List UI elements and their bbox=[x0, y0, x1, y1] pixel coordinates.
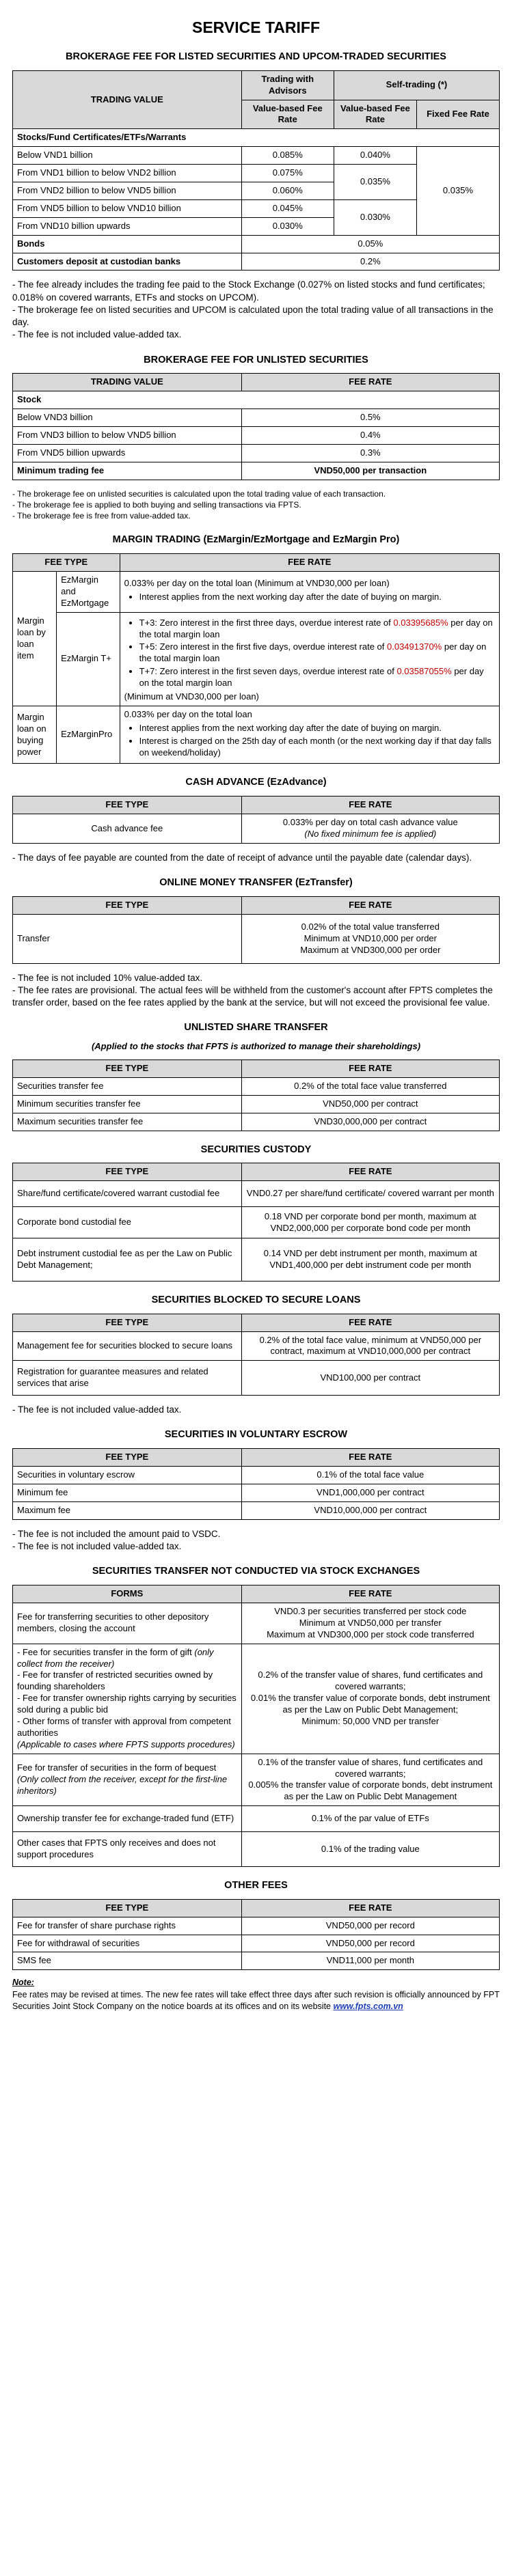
section-title-escrow: SECURITIES IN VOLUNTARY ESCROW bbox=[164, 1429, 348, 1441]
col-fee-rate: FEE RATE bbox=[241, 374, 499, 391]
unlisted-transfer-table bbox=[12, 1060, 500, 1131]
note: - The fee rates are provisional. The actual fees will be withheld from the customer's account after FPTS completes the transfer order, based on the fee rates applied by the bank at the service, but will not exceed the provisional fee value. bbox=[12, 984, 493, 1008]
section-title-unlisted-transfer: UNLISTED SHARE TRANSFER bbox=[184, 1022, 328, 1034]
col-fee-type: FEE TYPE bbox=[13, 1060, 242, 1078]
brokerage-unlisted-notes bbox=[12, 488, 500, 522]
table-row bbox=[13, 612, 500, 706]
col-fee-rate: FEE RATE bbox=[241, 1585, 499, 1603]
row-label: Debt instrument custodial fee as per the Law on Public Debt Management; bbox=[13, 1238, 242, 1282]
col-fee-type: FEE TYPE bbox=[13, 897, 242, 915]
col-fee-rate: FEE RATE bbox=[241, 1314, 499, 1331]
col-fee-type: FEE TYPE bbox=[13, 1899, 242, 1917]
note: - The brokerage fee on unlisted securities is calculated upon the total trading value of each transaction. bbox=[12, 488, 386, 499]
section-title-margin: MARGIN TRADING (EzMargin/EzMortgage and EzMargin Pro) bbox=[112, 534, 400, 546]
row-value: 0.18 VND per corporate bond per month, maximum at VND2,000,000 per corporate bond code per month bbox=[241, 1207, 499, 1238]
row-label: From VND3 billion to below VND5 billion bbox=[13, 427, 242, 445]
self-rate: 0.035% bbox=[334, 165, 416, 200]
escrow-table bbox=[12, 1448, 500, 1520]
col-fee-rate: FEE RATE bbox=[241, 797, 499, 814]
row-value: VND50,000 per contract bbox=[241, 1095, 499, 1113]
col-advisors: Trading with Advisors bbox=[241, 70, 334, 100]
col-fixed: Fixed Fee Rate bbox=[416, 100, 499, 129]
table-row bbox=[13, 572, 500, 613]
cash-advance-rate: 0.033% per day on total cash advance value bbox=[282, 817, 458, 828]
section-title-money-transfer: ONLINE MONEY TRANSFER (EzTransfer) bbox=[159, 877, 353, 889]
transfer-label: Transfer bbox=[13, 914, 242, 963]
table-row bbox=[13, 235, 500, 253]
note: - The fee is not included the amount paid to VSDC. bbox=[12, 1528, 221, 1539]
col-fee-type: FEE TYPE bbox=[13, 1314, 242, 1331]
table-row bbox=[13, 1077, 500, 1095]
table-row bbox=[13, 1644, 500, 1754]
group-stocks: Stocks/Fund Certificates/ETFs/Warrants bbox=[13, 129, 500, 147]
row-value: VND10,000,000 per contract bbox=[241, 1501, 499, 1519]
table-row bbox=[13, 462, 500, 480]
row-label: Management fee for securities blocked to secure loans bbox=[13, 1331, 242, 1361]
ezmargin-t-rate-cell bbox=[120, 612, 499, 706]
footer-note bbox=[12, 1977, 500, 2013]
row-label: SMS fee bbox=[13, 1952, 242, 1970]
other-fees-table bbox=[12, 1899, 500, 1971]
brokerage-listed-table bbox=[12, 70, 500, 271]
table-row bbox=[13, 914, 500, 963]
row-label: From VND10 billion upwards bbox=[13, 217, 242, 235]
ezmarginpro-label: EzMarginPro bbox=[57, 706, 120, 764]
note: - The brokerage fee on listed securities and UPCOM is calculated upon the total trading value of all transactions in the day. bbox=[12, 304, 494, 328]
row-value: 0.3% bbox=[241, 444, 499, 462]
page-title: SERVICE TARIFF bbox=[192, 18, 320, 36]
ezmarginpro-rate: 0.033% per day on the total loan bbox=[124, 708, 252, 719]
table-row bbox=[13, 427, 500, 445]
escrow-notes bbox=[12, 1528, 500, 1553]
ezt-minimum: (Minimum at VND30,000 per loan) bbox=[124, 691, 259, 702]
note: - The fee is not included value-added tax. bbox=[12, 1541, 182, 1551]
table-row bbox=[13, 1935, 500, 1952]
row-value: 0.2% of the total face value transferred bbox=[241, 1077, 499, 1095]
col-fee-rate: FEE RATE bbox=[241, 897, 499, 915]
table-row bbox=[13, 1181, 500, 1207]
col-advisor-value-based: Value-based Fee Rate bbox=[241, 100, 334, 129]
row-value: 0.2% of the transfer value of shares, fund certificates and covered warrants; 0.01% the transfer value of corporate bonds, debt instrument as per the Law on Public Debt Management; Minimum: 50,000 VND per transfer bbox=[241, 1644, 499, 1754]
section-title-brokerage-unlisted: BROKERAGE FEE FOR UNLISTED SECURITIES bbox=[144, 354, 368, 365]
row-value: 0.2% of the total face value, minimum at VND50,000 per contract, maximum at VND10,000,000 per contract bbox=[241, 1331, 499, 1361]
cash-advance-table bbox=[12, 796, 500, 844]
row-value: 0.4% bbox=[241, 427, 499, 445]
cash-advance-rate-note: (No fixed minimum fee is applied) bbox=[304, 829, 437, 840]
section-subtitle-unlisted-transfer: (Applied to the stocks that FPTS is authorized to manage their shareholdings) bbox=[91, 1041, 421, 1052]
col-fee-type: FEE TYPE bbox=[13, 797, 242, 814]
table-row bbox=[13, 253, 500, 271]
row-value: VND50,000 per record bbox=[241, 1935, 499, 1952]
note: - The brokerage fee is free from value-added tax. bbox=[12, 511, 191, 521]
cash-advance-rate-cell bbox=[241, 814, 499, 844]
table-row bbox=[13, 1603, 500, 1644]
row-value: VND50,000 per record bbox=[241, 1917, 499, 1935]
table-row bbox=[13, 444, 500, 462]
col-trading-value: TRADING VALUE bbox=[13, 374, 242, 391]
row-value: VND30,000,000 per contract bbox=[241, 1113, 499, 1131]
ezt-bullet-t3: • T+3: Zero interest in the first three days, overdue interest rate of 0.03395685% per day on the total margin loan bbox=[139, 618, 495, 641]
row-label: Maximum fee bbox=[13, 1501, 242, 1519]
note: - The fee already includes the trading fee paid to the Stock Exchange (0.027% on listed stocks and fund certificates; 0.018% on covered warrants, ETFs and stocks on UPCOM). bbox=[12, 279, 485, 303]
row-label: - Fee for securities transfer in the form of gift (only collect from the receiver) - Fee for transfer of restricted securities owned by founding shareholders - Fee for transfer ownership rights carrying by securities sold during a public bid - Other forms of transfer with approval from competent authorities (Applicable to cases where FPTS supports procedures) bbox=[13, 1644, 242, 1754]
self-rate: 0.030% bbox=[334, 199, 416, 235]
row-label: Securities in voluntary escrow bbox=[13, 1467, 242, 1484]
table-row bbox=[13, 1361, 500, 1396]
row-label: Minimum fee bbox=[13, 1484, 242, 1502]
row-label: Minimum securities transfer fee bbox=[13, 1095, 242, 1113]
col-fee-rate: FEE RATE bbox=[241, 1449, 499, 1467]
table-row bbox=[13, 1113, 500, 1131]
bonds-rate: 0.05% bbox=[241, 235, 499, 253]
row-label: Securities transfer fee bbox=[13, 1077, 242, 1095]
loan-item-label: Margin loan by loan item bbox=[13, 572, 57, 706]
transfer-rate-line: 0.02% of the total value transferred bbox=[301, 921, 440, 932]
table-row bbox=[13, 1095, 500, 1113]
row-value: 0.1% of the total face value bbox=[241, 1467, 499, 1484]
pro-bullet-1: • Interest applies from the next working day after the date of buying on margin. bbox=[139, 723, 495, 734]
row-label: Fee for transferring securities to other depository members, closing the account bbox=[13, 1603, 242, 1644]
table-row bbox=[13, 1331, 500, 1361]
col-fee-type: FEE TYPE bbox=[13, 1163, 242, 1181]
row-value: VND11,000 per month bbox=[241, 1952, 499, 1970]
col-fee-rate: FEE RATE bbox=[241, 1163, 499, 1181]
section-title-cash-advance: CASH ADVANCE (EzAdvance) bbox=[185, 777, 327, 788]
table-row bbox=[13, 1467, 500, 1484]
row-label: Other cases that FPTS only receives and does not support procedures bbox=[13, 1832, 242, 1867]
table-row bbox=[13, 1754, 500, 1806]
min-fee-label: Minimum trading fee bbox=[13, 462, 242, 480]
min-fee-value: VND50,000 per transaction bbox=[241, 462, 499, 480]
cash-advance-notes bbox=[12, 852, 500, 864]
col-fee-type: FEE TYPE bbox=[13, 1449, 242, 1467]
footer-note-label: Note: bbox=[12, 1978, 34, 1988]
col-fee-type: FEE TYPE bbox=[13, 554, 120, 572]
ezmargin-bullet: • Interest applies from the next working day after the date of buying on margin. bbox=[139, 592, 495, 603]
website-link[interactable]: www.fpts.com.vn bbox=[333, 2002, 403, 2012]
note: - The fee is not included value-added tax. bbox=[12, 329, 182, 340]
row-label: Below VND3 billion bbox=[13, 409, 242, 427]
transfer-rate-line: Maximum at VND300,000 per order bbox=[300, 944, 441, 955]
self-rate: 0.040% bbox=[334, 147, 416, 165]
row-label: From VND2 billion to below VND5 billion bbox=[13, 182, 242, 199]
section-title-other: OTHER FEES bbox=[224, 1879, 288, 1891]
table-row bbox=[13, 814, 500, 844]
money-transfer-table bbox=[12, 896, 500, 964]
margin-table bbox=[12, 553, 500, 764]
col-forms: FORMS bbox=[13, 1585, 242, 1603]
advisor-rate: 0.060% bbox=[241, 182, 334, 199]
blocked-notes bbox=[12, 1404, 500, 1416]
col-self-trading: Self-trading (*) bbox=[334, 70, 499, 100]
section-title-not-via-exchange: SECURITIES TRANSFER NOT CONDUCTED VIA STOCK EXCHANGES bbox=[92, 1566, 420, 1577]
row-value: VND1,000,000 per contract bbox=[241, 1484, 499, 1502]
row-label: Maximum securities transfer fee bbox=[13, 1113, 242, 1131]
bonds-label: Bonds bbox=[13, 235, 242, 253]
row-label: Registration for guarantee measures and related services that arise bbox=[13, 1361, 242, 1396]
row-label: Share/fund certificate/covered warrant custodial fee bbox=[13, 1181, 242, 1207]
money-transfer-notes bbox=[12, 972, 500, 1010]
row-value: VND0.3 per securities transferred per stock code Minimum at VND50,000 per transfer Maximum at VND300,000 per stock code transferred bbox=[241, 1603, 499, 1644]
col-fee-rate: FEE RATE bbox=[241, 1060, 499, 1078]
table-row bbox=[13, 1501, 500, 1519]
row-label: From VND5 billion upwards bbox=[13, 444, 242, 462]
blocked-table bbox=[12, 1314, 500, 1396]
col-fee-rate: FEE RATE bbox=[241, 1899, 499, 1917]
buying-power-label: Margin loan on buying power bbox=[13, 706, 57, 764]
advisor-rate: 0.075% bbox=[241, 165, 334, 182]
advisor-rate: 0.085% bbox=[241, 147, 334, 165]
table-row bbox=[13, 1806, 500, 1832]
table-row bbox=[13, 1207, 500, 1238]
col-self-value-based: Value-based Fee Rate bbox=[334, 100, 416, 129]
table-row bbox=[13, 1484, 500, 1502]
row-value: 0.1% of the trading value bbox=[241, 1832, 499, 1867]
fixed-rate: 0.035% bbox=[416, 147, 499, 235]
table-row bbox=[13, 706, 500, 764]
brokerage-unlisted-table bbox=[12, 373, 500, 480]
row-label: Fee for transfer of share purchase rights bbox=[13, 1917, 242, 1935]
transfer-rate-cell bbox=[241, 914, 499, 963]
ezmargin-rate: 0.033% per day on the total loan (Minimum at VND30,000 per loan) bbox=[124, 578, 390, 589]
row-label: Ownership transfer fee for exchange-traded fund (ETF) bbox=[13, 1806, 242, 1832]
ezt-bullet-t5: • T+5: Zero interest in the first five days, overdue interest rate of 0.03491370% per day on the total margin loan bbox=[139, 641, 495, 665]
transfer-rate-line: Minimum at VND10,000 per order bbox=[304, 932, 437, 943]
row-label: Corporate bond custodial fee bbox=[13, 1207, 242, 1238]
note: - The days of fee payable are counted from the date of receipt of advance until the payable date (calendar days). bbox=[12, 852, 472, 863]
row-value: 0.5% bbox=[241, 409, 499, 427]
table-row bbox=[13, 1832, 500, 1867]
row-value: 0.1% of the par value of ETFs bbox=[241, 1806, 499, 1832]
col-fee-rate: FEE RATE bbox=[120, 554, 499, 572]
advisor-rate: 0.030% bbox=[241, 217, 334, 235]
table-row bbox=[13, 1917, 500, 1935]
not-via-exchange-table bbox=[12, 1585, 500, 1867]
custody-table bbox=[12, 1163, 500, 1281]
row-label: Fee for transfer of securities in the form of bequest (Only collect from the receiver, except for the first-line inheritors) bbox=[13, 1754, 242, 1806]
row-value: 0.14 VND per debt instrument per month, maximum at VND1,400,000 per debt instrument code per month bbox=[241, 1238, 499, 1282]
table-row bbox=[13, 1238, 500, 1282]
note: - The brokerage fee is applied to both buying and selling transactions via FPTS. bbox=[12, 499, 301, 510]
row-value: 0.1% of the transfer value of shares, fund certificates and covered warrants; 0.005% the transfer value of corporate bonds, debt instrument as per the Law on Public Debt Management bbox=[241, 1754, 499, 1806]
cash-advance-label: Cash advance fee bbox=[13, 814, 242, 844]
advisor-rate: 0.045% bbox=[241, 199, 334, 217]
col-trading-value: TRADING VALUE bbox=[13, 70, 242, 129]
footer-note-text: Fee rates may be revised at times. The new fee rates will take effect three days after such revision is officially announced by FPT Securities Joint Stock Company on the notice boards at its offices and on its website www.fpts.com.vn bbox=[12, 1989, 500, 2012]
row-value: VND100,000 per contract bbox=[241, 1361, 499, 1396]
row-label: From VND1 billion to below VND2 billion bbox=[13, 165, 242, 182]
ezmargin-t-label: EzMargin T+ bbox=[57, 612, 120, 706]
row-label: Below VND1 billion bbox=[13, 147, 242, 165]
section-title-custody: SECURITIES CUSTODY bbox=[200, 1144, 312, 1155]
ezmarginpro-rate-cell bbox=[120, 706, 499, 764]
pro-bullet-2: • Interest is charged on the 25th day of each month (or the next working day if that day falls on weekend/holiday) bbox=[139, 736, 495, 759]
deposit-label: Customers deposit at custodian banks bbox=[13, 253, 242, 271]
row-value: VND0.27 per share/fund certificate/ covered warrant per month bbox=[241, 1181, 499, 1207]
section-title-blocked: SECURITIES BLOCKED TO SECURE LOANS bbox=[151, 1294, 361, 1305]
ezmargin-label: EzMargin and EzMortgage bbox=[57, 572, 120, 613]
note: - The fee is not included value-added tax. bbox=[12, 1404, 182, 1415]
deposit-rate: 0.2% bbox=[241, 253, 499, 271]
row-label: From VND5 billion to below VND10 billion bbox=[13, 199, 242, 217]
note: - The fee is not included 10% value-added tax. bbox=[12, 972, 203, 983]
row-label: Fee for withdrawal of securities bbox=[13, 1935, 242, 1952]
brokerage-listed-notes bbox=[12, 279, 500, 341]
group-stock: Stock bbox=[13, 391, 500, 409]
table-row bbox=[13, 147, 500, 165]
ezt-bullet-t7: • T+7: Zero interest in the first seven days, overdue interest rate of 0.03587055% per day on the total margin loan bbox=[139, 666, 495, 689]
section-title-brokerage-listed: BROKERAGE FEE FOR LISTED SECURITIES AND UPCOM-TRADED SECURITIES bbox=[66, 51, 446, 62]
ezmargin-rate-cell bbox=[120, 572, 499, 613]
table-row bbox=[13, 409, 500, 427]
table-row bbox=[13, 1952, 500, 1970]
